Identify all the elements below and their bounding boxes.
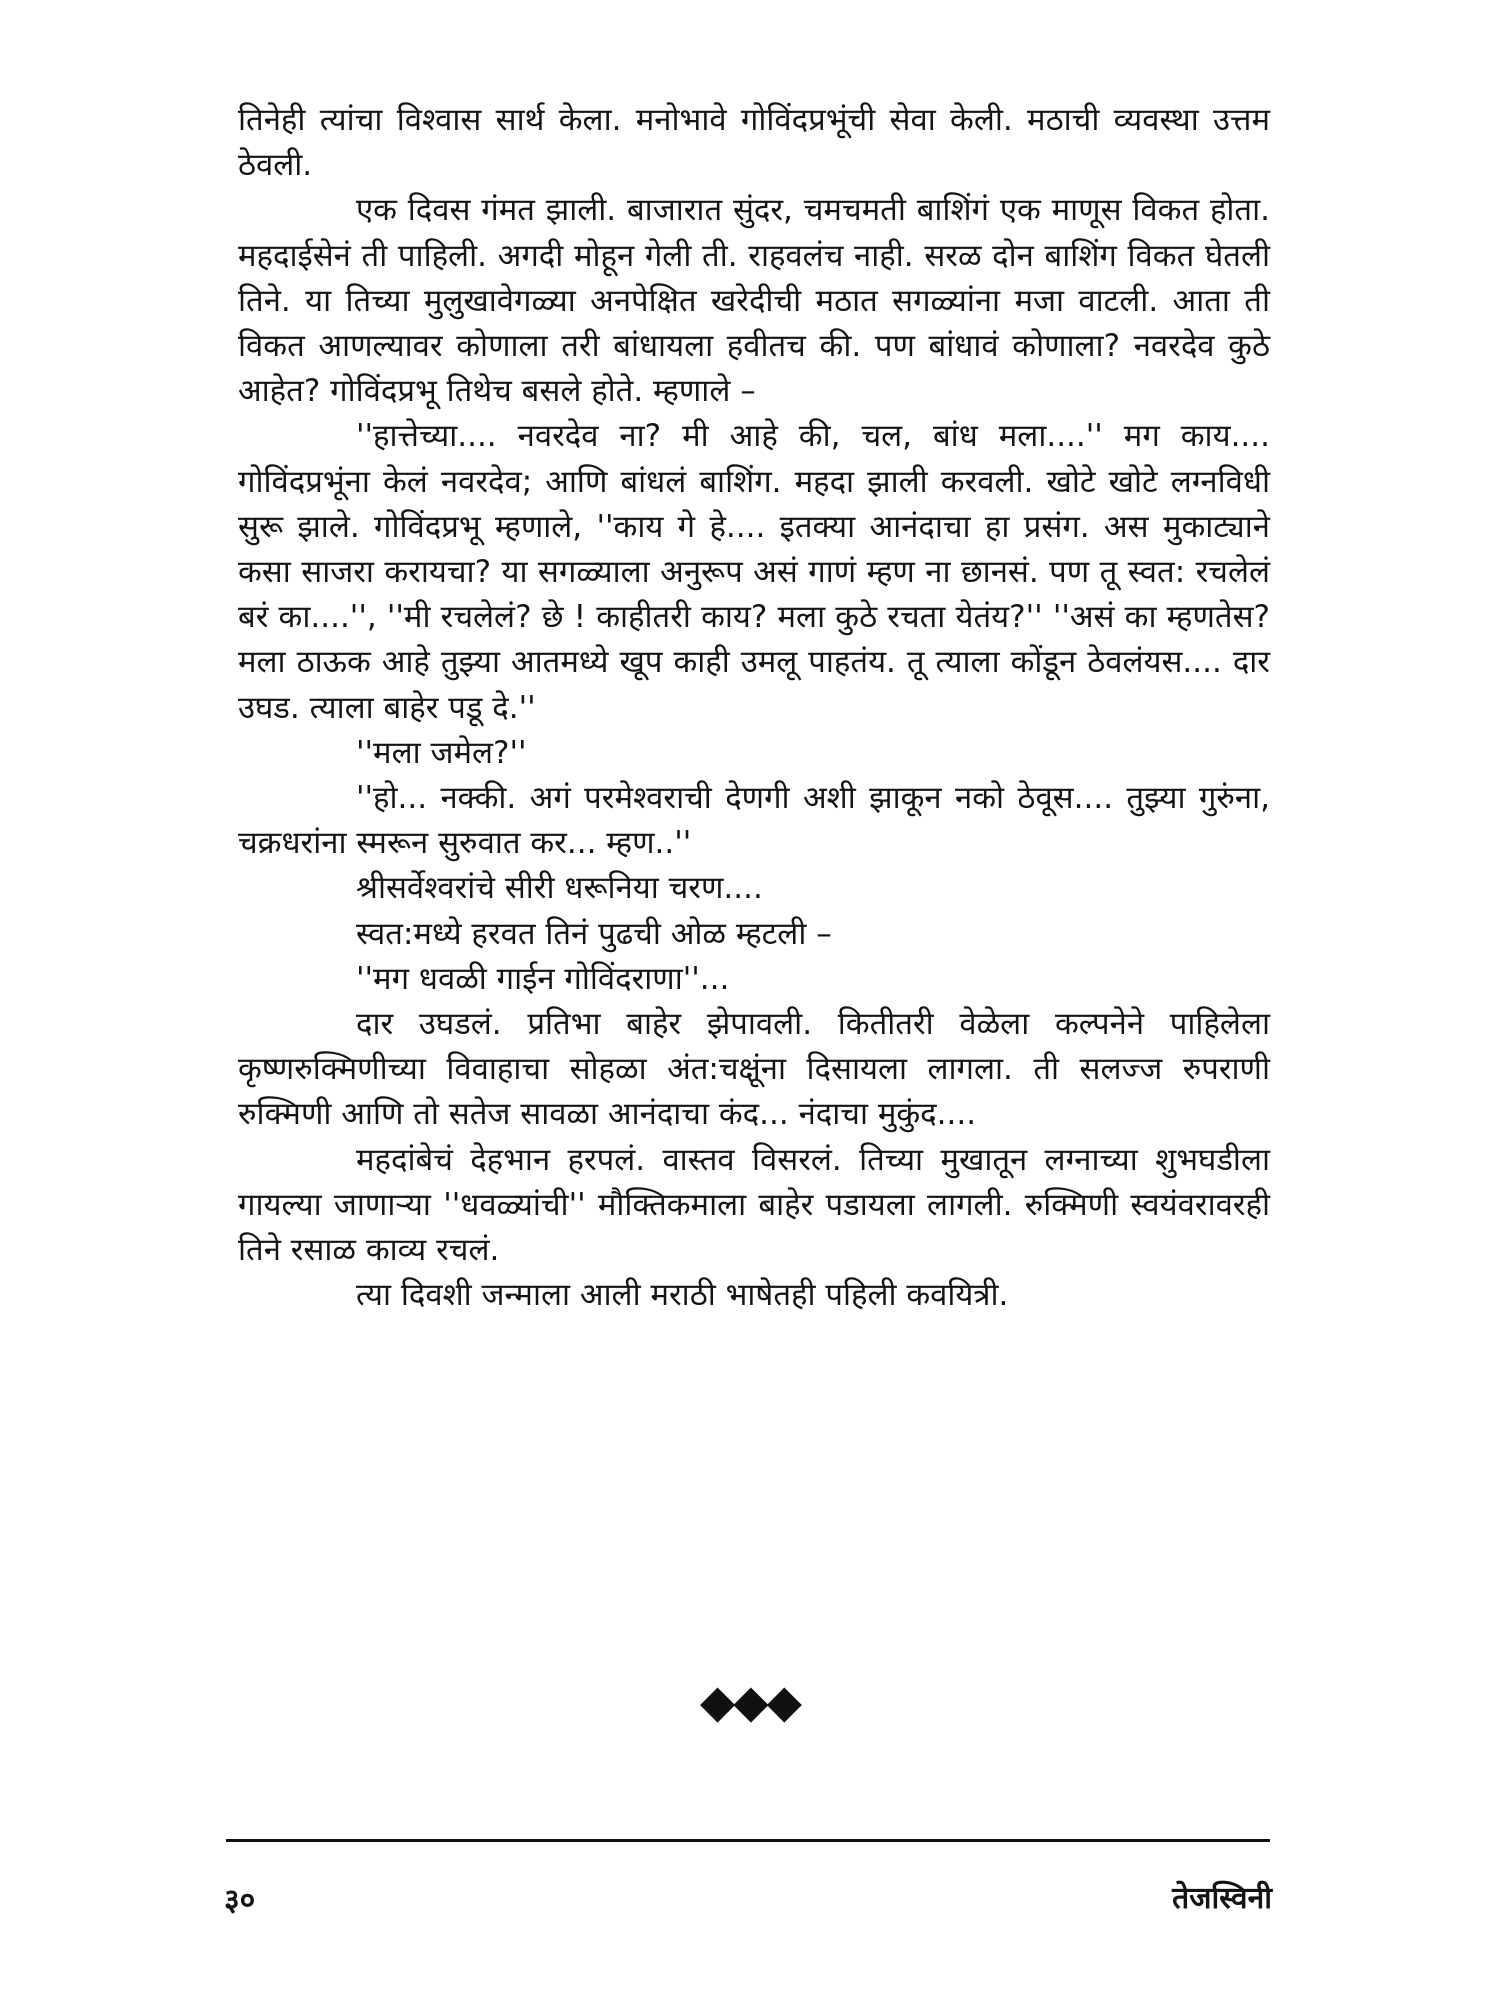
paragraph-4: ''मला जमेल?'' [356, 734, 527, 771]
paragraph-7: स्वत:मध्ये हरवत तिनं पुढची ओळ म्हटली – [356, 915, 832, 952]
paragraph-6: श्रीसर्वेश्वरांचे सीरी धरूनिया चरण.... [356, 870, 763, 907]
paragraph-11: त्या दिवशी जन्माला आली मराठी भाषेतही पहिली कवयित्री. [356, 1277, 1009, 1314]
paragraph-10: महदांबेचं देहभान हरपलं. वास्तव विसरलं. तिच्या मुखातून लग्नाच्या शुभघडीला गायल्या जाणाऱ्या ''धवळ्यांची'' मौक्तिकमाला बाहेर पडायला लागली. रुक्मिणी स्वयंवरावरही तिने रसाळ काव्य रचलं. [238, 1141, 1270, 1269]
paragraph-1: तिनेही त्यांचा विश्वास सार्थ केला. मनोभावे गोविंदप्रभूंची सेवा केली. मठाची व्यवस्था उत्तम ठेवली. [238, 102, 1270, 184]
footer-rule [226, 1839, 1270, 1842]
page-number: ३० [224, 1883, 256, 1918]
paragraph-5: ''हो... नक्की. अगं परमेश्वराची देणगी अशी झाकून नको ठेवूस.... तुझ्या गुरुंना, चक्रधरांना स्मरून सुरुवात कर... म्हण..'' [238, 780, 1270, 862]
section-end-ornament: ◆◆◆ [699, 1674, 801, 1728]
paragraph-9: दार उघडलं. प्रतिभा बाहेर झेपावली. कितीतरी वेळेला कल्पनेने पाहिलेला कृष्णरुक्मिणीच्या विवाहाचा सोहळा अंत:चक्षूंना दिसायला लागला. ती सलज्ज रुपराणी रुक्मिणी आणि तो सतेज सावळा आनंदाचा कंद... नंदाचा मुकुंद.... [238, 1006, 1270, 1133]
book-title: तेजस्विनी [1172, 1881, 1272, 1916]
paragraph-2: एक दिवस गंमत झाली. बाजारात सुंदर, चमचमती बाशिंगं एक माणूस विकत होता. महदाईसेनं ती पाहिली. अगदी मोहून गेली ती. राहवलंच नाही. सरळ दोन बाशिंग विकत घेतली तिने. या तिच्या मुलुखावेगळ्या अनपेक्षित खरेदीची मठात सगळ्यांना मजा वाटली. आता ती विकत आणल्यावर कोणाला तरी बांधायला हवीतच की. पण बांधावं कोणाला? नवरदेव कुठे आहेत? गोविंदप्रभू तिथेच बसले होते. म्हणाले – [238, 192, 1270, 410]
paragraph-3: ''हात्तेच्या.... नवरदेव ना? मी आहे की, चल, बांध मला....'' मग काय.... गोविंदप्रभूंना केलं नवरदेव; आणि बांधलं बाशिंग. महदा झाली करवली. खोटे खोटे लग्नविधी सुरू झाले. गोविंदप्रभू म्हणाले, ''काय गे हे.... इतक्या आनंदाचा हा प्रसंग. अस मुकाट्याने कसा साजरा करायचा? या सगळ्याला अनुरूप असं गाणं म्हण ना छानसं. पण तू स्वत: रचलेलं बरं का....'', ''मी रचलेलं? छे ! काहीतरी काय? मला कुठे रचता येतंय?'' ''असं का म्हणतेस? मला ठाऊक आहे तुझ्या आतमध्ये खूप काही उमलू पाहतंय. तू त्याला कोंडून ठेवलंयस.... दार उघड. त्याला बाहेर पडू दे.'' [238, 418, 1270, 726]
paragraph-8: ''मग धवळी गाईन गोविंदराणा''... [356, 960, 730, 997]
body-text [238, 98, 1270, 1318]
